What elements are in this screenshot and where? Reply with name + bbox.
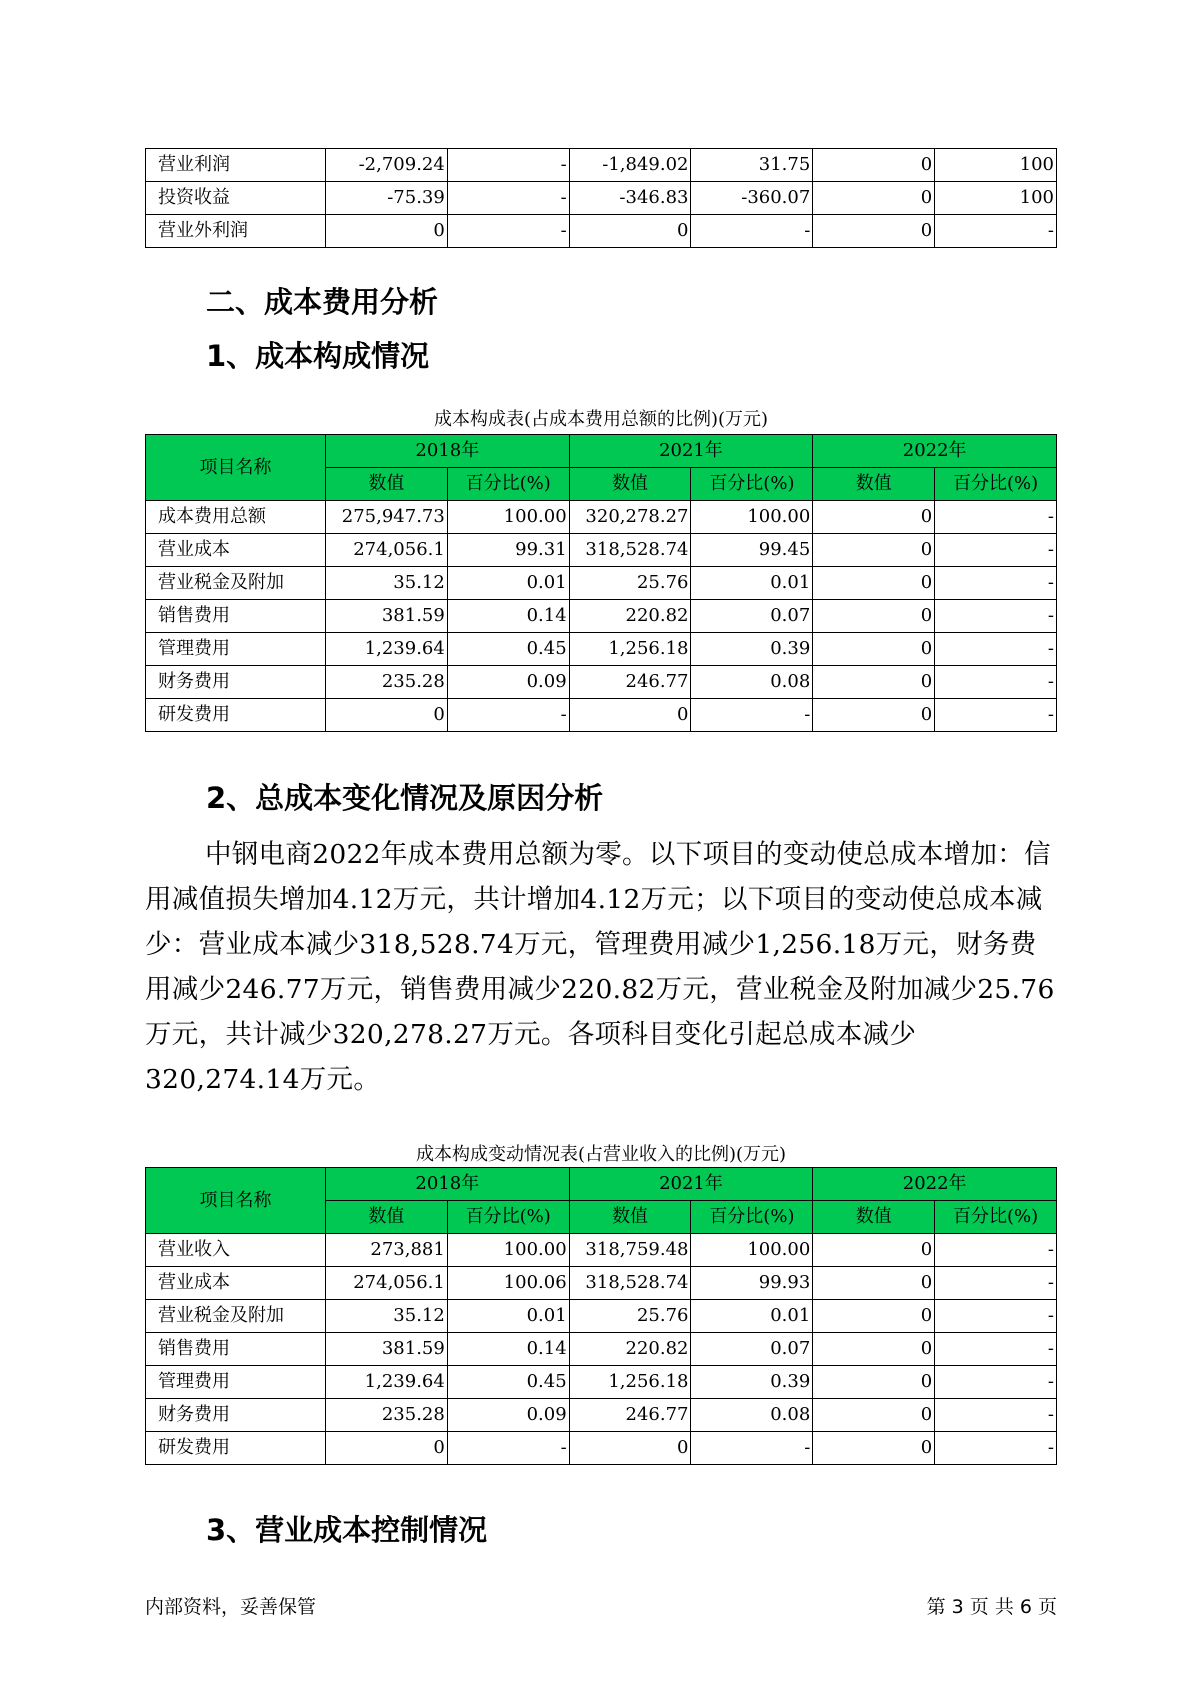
cell: 100.00 [691, 1234, 813, 1267]
cell: 0 [813, 1234, 935, 1267]
cell: 0 [813, 567, 935, 600]
table-row [146, 215, 1057, 248]
cell: 1,256.18 [569, 633, 691, 666]
item-header: 项目名称 [146, 1168, 326, 1234]
sub-header: 百分比(%) [935, 1201, 1057, 1234]
row-name: 研发费用 [146, 699, 326, 732]
cell: - [447, 699, 569, 732]
cell: - [935, 633, 1057, 666]
sub-header: 百分比(%) [935, 468, 1057, 501]
cell: 99.45 [691, 534, 813, 567]
table2-body [146, 1234, 1057, 1465]
cell: 0.09 [447, 666, 569, 699]
cell: 100 [935, 182, 1057, 215]
cell: 0.07 [691, 600, 813, 633]
row-name: 营业成本 [146, 534, 326, 567]
table-row [146, 1267, 1057, 1300]
cell: 0 [813, 149, 935, 182]
sub3-title: 3、营业成本控制情况 [206, 1513, 488, 1547]
cell: - [935, 501, 1057, 534]
row-name: 营业税金及附加 [146, 1300, 326, 1333]
cell: - [691, 1432, 813, 1465]
cell: 99.93 [691, 1267, 813, 1300]
year-header: 2018年 [326, 435, 570, 468]
cell: 0 [813, 215, 935, 248]
year-header: 2021年 [569, 1168, 813, 1201]
cell: - [935, 1333, 1057, 1366]
cell: 100.06 [447, 1267, 569, 1300]
cell: - [935, 534, 1057, 567]
sub-header: 百分比(%) [447, 1201, 569, 1234]
cell: 0 [813, 1432, 935, 1465]
cell: 100.00 [691, 501, 813, 534]
row-name: 财务费用 [146, 1399, 326, 1432]
cell: - [935, 1234, 1057, 1267]
sub-header: 数值 [569, 468, 691, 501]
cell: 318,759.48 [569, 1234, 691, 1267]
table-row [146, 1399, 1057, 1432]
sub2-title: 2、总成本变化情况及原因分析 [206, 781, 604, 815]
cell: - [935, 1267, 1057, 1300]
cell: - [935, 567, 1057, 600]
cell: 25.76 [569, 567, 691, 600]
cell: 0 [326, 215, 448, 248]
cell: 0.14 [447, 600, 569, 633]
table-row [146, 1300, 1057, 1333]
cell: - [935, 215, 1057, 248]
cell: 0 [813, 633, 935, 666]
row-name: 管理费用 [146, 1366, 326, 1399]
cell: - [935, 1366, 1057, 1399]
row-name: 管理费用 [146, 633, 326, 666]
sub-header: 百分比(%) [691, 468, 813, 501]
cell: 0.39 [691, 1366, 813, 1399]
table-row [146, 1234, 1057, 1267]
footer-left: 内部资料，妥善保管 [145, 1596, 317, 1618]
cell: 0.45 [447, 1366, 569, 1399]
sub-header: 数值 [326, 1201, 448, 1234]
cell: 320,278.27 [569, 501, 691, 534]
cell: - [691, 699, 813, 732]
cell: 0.08 [691, 666, 813, 699]
section2-title: 二、成本费用分析 [206, 285, 439, 319]
row-name: 财务费用 [146, 666, 326, 699]
cost-change-table [145, 1167, 1057, 1465]
sub-header: 数值 [326, 468, 448, 501]
cell: - [935, 699, 1057, 732]
cell: 35.12 [326, 567, 448, 600]
table-row [146, 567, 1057, 600]
table-row [146, 182, 1057, 215]
sub-header: 数值 [569, 1201, 691, 1234]
cell: 246.77 [569, 666, 691, 699]
cell: 318,528.74 [569, 1267, 691, 1300]
table-row [146, 600, 1057, 633]
cell: 0 [813, 1399, 935, 1432]
cell: 0 [569, 215, 691, 248]
row-name: 销售费用 [146, 1333, 326, 1366]
cell: 0.39 [691, 633, 813, 666]
cell: 0 [813, 534, 935, 567]
cell: - [447, 1432, 569, 1465]
sub-header: 百分比(%) [691, 1201, 813, 1234]
cell: - [447, 215, 569, 248]
table1-body [146, 501, 1057, 732]
cell: 0.01 [447, 1300, 569, 1333]
cell: 25.76 [569, 1300, 691, 1333]
table-row [146, 501, 1057, 534]
cell: 0.01 [691, 1300, 813, 1333]
cell: 31.75 [691, 149, 813, 182]
cell: 0 [813, 600, 935, 633]
cell: - [935, 1432, 1057, 1465]
header-row [146, 435, 1057, 468]
table2-caption: 成本构成变动情况表(占营业收入的比例)(万元) [415, 1144, 787, 1165]
cell: 220.82 [569, 600, 691, 633]
top-table [145, 148, 1057, 248]
row-name: 营业收入 [146, 1234, 326, 1267]
cell: - [935, 666, 1057, 699]
cell: 0 [569, 1432, 691, 1465]
cell: 273,881 [326, 1234, 448, 1267]
cell: 275,947.73 [326, 501, 448, 534]
cell: -346.83 [569, 182, 691, 215]
cell: -1,849.02 [569, 149, 691, 182]
cell: 381.59 [326, 600, 448, 633]
cell: 235.28 [326, 666, 448, 699]
cell: 0.45 [447, 633, 569, 666]
analysis-paragraph: 中钢电商2022年成本费用总额为零。以下项目的变动使总成本增加：信用减值损失增加4.12万元，共计增加4.12万元；以下项目的变动使总成本减少：营业成本减少318,528.74万元，管理费用减少1,256.18万元，财务费用减少246.77万元，销售费用减少220.82万元，营业税金及附加减少25.76万元，共计减少320,278.27万元。各项科目变化引起总成本减少320,274.14万元。 [145, 839, 1055, 1095]
row-name: 研发费用 [146, 1432, 326, 1465]
sub-header: 数值 [813, 1201, 935, 1234]
year-header: 2022年 [813, 1168, 1057, 1201]
table1-caption: 成本构成表(占成本费用总额的比例)(万元) [433, 409, 769, 430]
cell: 0 [326, 699, 448, 732]
cell: -360.07 [691, 182, 813, 215]
row-name: 营业外利润 [146, 215, 326, 248]
cell: 100.00 [447, 1234, 569, 1267]
cell: - [935, 1300, 1057, 1333]
row-name: 销售费用 [146, 600, 326, 633]
cell: - [447, 149, 569, 182]
table-row [146, 699, 1057, 732]
cell: 0.01 [447, 567, 569, 600]
cell: 0 [569, 699, 691, 732]
cell: - [447, 182, 569, 215]
year-header: 2021年 [569, 435, 813, 468]
cell: -75.39 [326, 182, 448, 215]
table-row [146, 666, 1057, 699]
cell: 246.77 [569, 1399, 691, 1432]
footer-page-number: 第 3 页 共 6 页 [926, 1596, 1057, 1618]
row-name: 营业成本 [146, 1267, 326, 1300]
table-row [146, 149, 1057, 182]
sub1-title: 1、成本构成情况 [206, 339, 430, 373]
cell: - [691, 215, 813, 248]
item-header: 项目名称 [146, 435, 326, 501]
cell: 35.12 [326, 1300, 448, 1333]
cell: 1,256.18 [569, 1366, 691, 1399]
header-row [146, 1168, 1057, 1201]
cell: 0 [813, 501, 935, 534]
cell: 235.28 [326, 1399, 448, 1432]
cell: 381.59 [326, 1333, 448, 1366]
cell: 0 [813, 182, 935, 215]
table-row [146, 1333, 1057, 1366]
cell: 100.00 [447, 501, 569, 534]
cell: 0 [813, 699, 935, 732]
cell: - [935, 600, 1057, 633]
cell: 0 [813, 1267, 935, 1300]
sub-header: 数值 [813, 468, 935, 501]
cell: 0.09 [447, 1399, 569, 1432]
cell: 0.07 [691, 1333, 813, 1366]
cell: 0 [813, 1300, 935, 1333]
cell: - [935, 1399, 1057, 1432]
cell: 0 [813, 1366, 935, 1399]
cell: 0 [326, 1432, 448, 1465]
table-row [146, 1366, 1057, 1399]
cell: 318,528.74 [569, 534, 691, 567]
row-name: 营业税金及附加 [146, 567, 326, 600]
cell: 274,056.1 [326, 1267, 448, 1300]
row-name: 投资收益 [146, 182, 326, 215]
cell: 0.14 [447, 1333, 569, 1366]
table-row [146, 534, 1057, 567]
cell: 100 [935, 149, 1057, 182]
cell: 0 [813, 1333, 935, 1366]
cell: 0.01 [691, 567, 813, 600]
sub-header: 百分比(%) [447, 468, 569, 501]
cell: 220.82 [569, 1333, 691, 1366]
cell: 1,239.64 [326, 1366, 448, 1399]
row-name: 营业利润 [146, 149, 326, 182]
year-header: 2018年 [326, 1168, 570, 1201]
cell: 1,239.64 [326, 633, 448, 666]
top-table-body [146, 149, 1057, 248]
table-row [146, 1432, 1057, 1465]
year-header: 2022年 [813, 435, 1057, 468]
cell: 0.08 [691, 1399, 813, 1432]
cell: -2,709.24 [326, 149, 448, 182]
cell: 0 [813, 666, 935, 699]
cost-composition-table [145, 434, 1057, 732]
table-row [146, 633, 1057, 666]
row-name: 成本费用总额 [146, 501, 326, 534]
cell: 99.31 [447, 534, 569, 567]
cell: 274,056.1 [326, 534, 448, 567]
